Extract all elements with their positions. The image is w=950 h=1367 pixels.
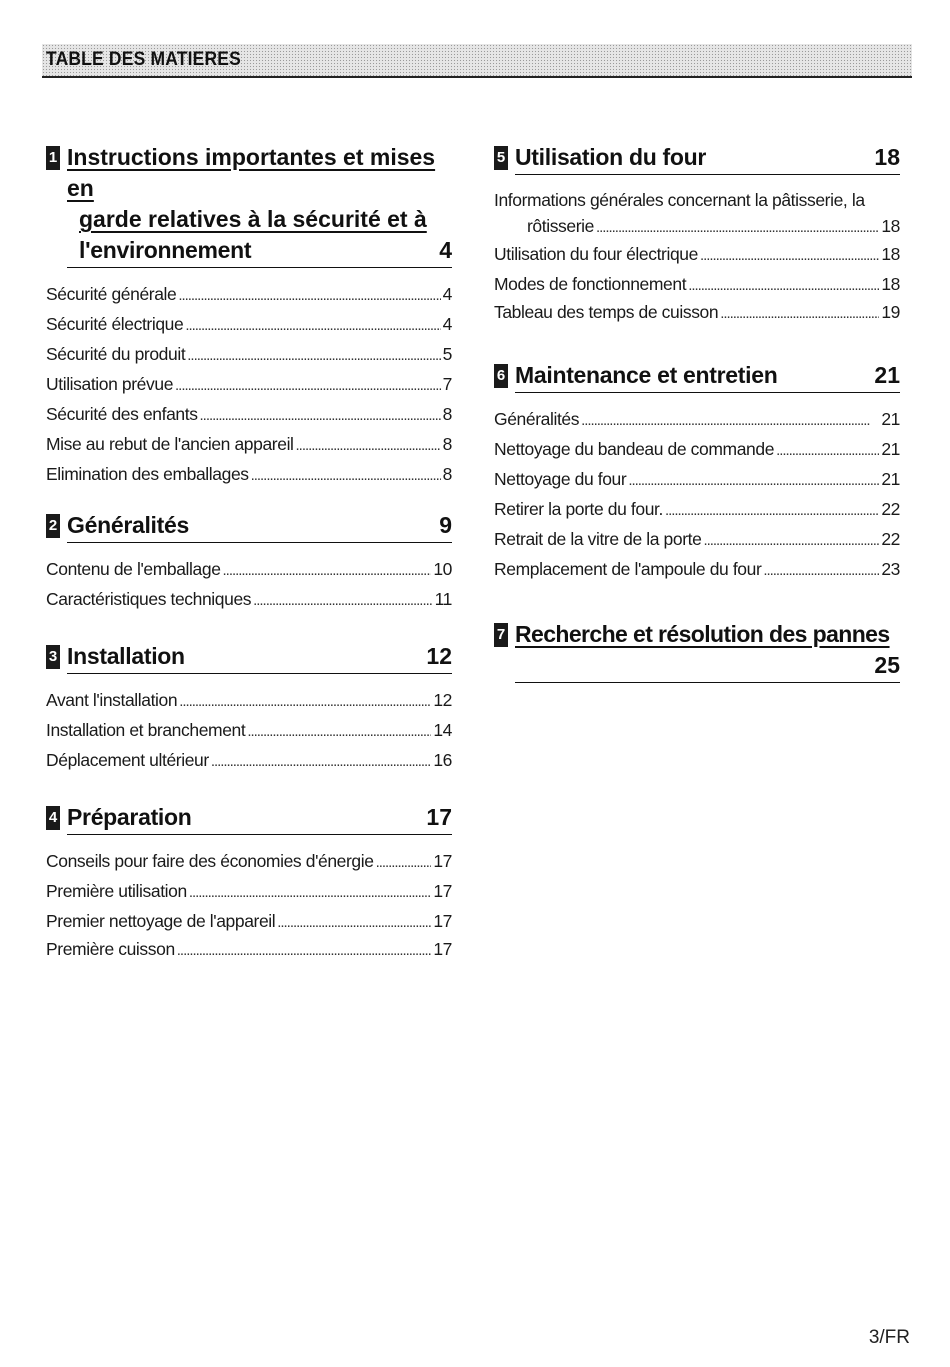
toc-entry[interactable]: Sécurité du produit . . . 5 [46,340,452,370]
toc-entry-wrap-line[interactable]: Informations générales concernant la pâtisserie, la [494,190,865,210]
toc-entry[interactable]: Première utilisation . . . 17 [46,877,452,907]
section-heading[interactable] [494,619,900,683]
toc-entry[interactable]: Sécurité générale . . . 4 [46,280,452,310]
toc-header-bar [42,44,912,78]
section-number-badge: 1 [46,146,60,170]
section-items [494,187,900,326]
toc-entry[interactable]: Déplacement ultérieur . . . 16 [46,746,452,776]
section-number-badge: 7 [494,623,508,647]
section-page-number: 21 [874,362,900,388]
toc-column-left [46,142,452,989]
toc-entry[interactable]: Nettoyage du four . . . 21 [494,465,900,495]
toc-entry[interactable]: Mise au rebut de l'ancien appareil . . . 8 [46,430,452,460]
toc-entry[interactable]: Nettoyage du bandeau de commande . . . 21 [494,435,900,465]
toc-section-6 [494,360,900,585]
toc-entry[interactable]: Modes de fonctionnement . . . 18 [494,270,900,300]
section-heading[interactable] [494,360,900,393]
section-items [494,405,900,585]
toc-entry[interactable]: Utilisation prévue . . . 7 [46,370,452,400]
toc-section-3 [46,641,452,776]
toc-entry[interactable]: Conseils pour faire des économies d'énergie . . . 17 [46,847,452,877]
toc-entry[interactable]: Elimination des emballages . . . 8 [46,460,452,490]
toc-section-2 [46,510,452,615]
section-page-number: 4 [439,237,452,263]
section-title-line: Instructions importantes et mises en [67,144,436,201]
section-page-number: 18 [874,144,900,170]
section-title: Recherche et résolution des pannes [515,621,890,647]
section-heading[interactable] [46,802,452,835]
toc-entry[interactable]: Généralités . . . 21 [494,405,900,435]
section-title-line: l'environnement [79,237,252,263]
section-items [46,847,452,963]
toc-entry[interactable]: Retirer la porte du four. . . . 22 [494,495,900,525]
section-number-badge: 3 [46,645,60,669]
section-title: Installation [67,643,185,669]
toc-column-right [494,142,900,709]
section-title: Généralités [67,512,189,538]
section-page-number: 12 [426,643,452,669]
section-number-badge: 4 [46,806,60,830]
section-title-line: garde relatives à la sécurité et à [79,206,427,232]
section-title: Préparation [67,804,192,830]
section-page-number: 25 [874,652,900,678]
toc-section-4 [46,802,452,963]
section-heading[interactable] [46,510,452,543]
section-page-number: 17 [426,804,452,830]
section-items [46,280,452,490]
section-number-badge: 6 [494,364,508,388]
toc-section-5 [494,142,900,326]
toc-entry[interactable]: Sécurité des enfants . . . 8 [46,400,452,430]
page-number: 3/FR [868,1327,910,1348]
toc-entry[interactable]: Contenu de l'emballage . . . 10 [46,555,452,585]
section-items [46,555,452,615]
toc-entry[interactable]: Installation et branchement . . . 14 [46,716,452,746]
toc-entry[interactable]: Remplacement de l'ampoule du four . . . 23 [494,555,900,585]
toc-entry[interactable]: Première cuisson . . . 17 [46,937,452,963]
toc-entry[interactable]: Utilisation du four électrique . . . 18 [494,240,900,270]
toc-entry[interactable]: Retrait de la vitre de la porte . . . 22 [494,525,900,555]
toc-entry[interactable]: rôtisserie . . . 18 [494,214,900,240]
toc-section-1 [46,142,452,490]
toc-section-7 [494,619,900,683]
toc-entry[interactable]: Avant l'installation . . . 12 [46,686,452,716]
section-heading[interactable] [46,641,452,674]
section-title: Maintenance et entretien [515,362,778,388]
section-number-badge: 5 [494,146,508,170]
section-number-badge: 2 [46,514,60,538]
section-page-number: 9 [439,512,452,538]
toc-header-title: TABLE DES MATIERES [46,49,241,70]
toc-entry[interactable]: Tableau des temps de cuisson . . . 19 [494,300,900,326]
section-title: Utilisation du four [515,144,707,170]
toc-entry[interactable]: Caractéristiques techniques . . . 11 [46,585,452,615]
section-items [46,686,452,776]
section-heading[interactable] [494,142,900,175]
toc-entry[interactable]: Sécurité électrique . . . 4 [46,310,452,340]
toc-entry[interactable]: Premier nettoyage de l'appareil . . . 17 [46,907,452,937]
section-heading[interactable] [46,142,452,268]
